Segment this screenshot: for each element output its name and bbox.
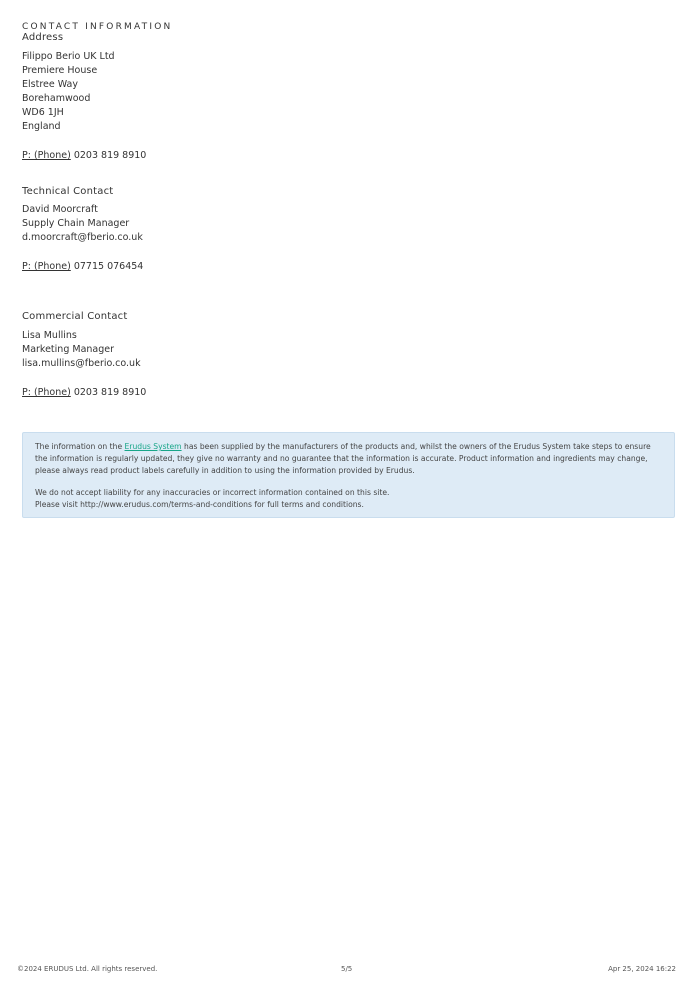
section-title: CONTACT INFORMATION	[22, 22, 173, 32]
address-phone	[22, 150, 146, 161]
address-line: Borehamwood	[22, 93, 91, 104]
commercial-phone	[22, 387, 146, 398]
disclaimer-text: has been supplied by the manufacturers of the products and, whilst the owners of the Erudus System take steps to ensure the information is regularly updated, they give no warranty and no guarantee that the information is accurate. Product information and ingredients may change, please always read product labels carefully in addition to using the information provided by Erudus.	[35, 442, 651, 475]
disclaimer-text: The information on the	[35, 442, 125, 451]
footer-timestamp: Apr 25, 2024 16:22	[608, 965, 676, 973]
commercial-contact-heading: Commercial Contact	[22, 311, 128, 322]
address-line: England	[22, 121, 61, 132]
disclaimer-notice	[22, 432, 675, 518]
contact-role: Marketing Manager	[22, 344, 115, 355]
phone-label: P: (Phone)	[22, 261, 71, 272]
contact-email: d.moorcraft@fberio.co.uk	[22, 232, 143, 243]
phone-number: 07715 076454	[73, 261, 144, 272]
technical-phone	[22, 261, 143, 272]
contact-email: lisa.mullins@fberio.co.uk	[22, 358, 141, 369]
disclaimer-paragraph-2	[35, 487, 665, 511]
address-heading: Address	[22, 32, 64, 43]
contact-name: David Moorcraft	[22, 204, 98, 215]
footer-copyright: ©2024 ERUDUS Ltd. All rights reserved.	[17, 965, 158, 973]
erudus-system-link[interactable]: Erudus System	[124, 442, 182, 451]
footer-page-number: 5/5	[341, 965, 353, 973]
contact-name: Lisa Mullins	[22, 330, 77, 341]
phone-label: P: (Phone)	[22, 150, 71, 161]
technical-contact-heading: Technical Contact	[22, 186, 114, 197]
address-line: WD6 1JH	[22, 107, 64, 118]
address-line: Elstree Way	[22, 79, 78, 90]
phone-number: 0203 819 8910	[73, 387, 147, 398]
phone-label: P: (Phone)	[22, 387, 71, 398]
disclaimer-paragraph-1	[35, 441, 665, 477]
address-line: Premiere House	[22, 65, 98, 76]
phone-number: 0203 819 8910	[73, 150, 147, 161]
contact-role: Supply Chain Manager	[22, 218, 130, 229]
disclaimer-terms: Please visit http://www.erudus.com/terms-and-conditions for full terms and conditions.	[35, 500, 364, 509]
disclaimer-liability: We do not accept liability for any inaccuracies or incorrect information contained on this site.	[35, 488, 390, 497]
address-line: Filippo Berio UK Ltd	[22, 51, 115, 62]
